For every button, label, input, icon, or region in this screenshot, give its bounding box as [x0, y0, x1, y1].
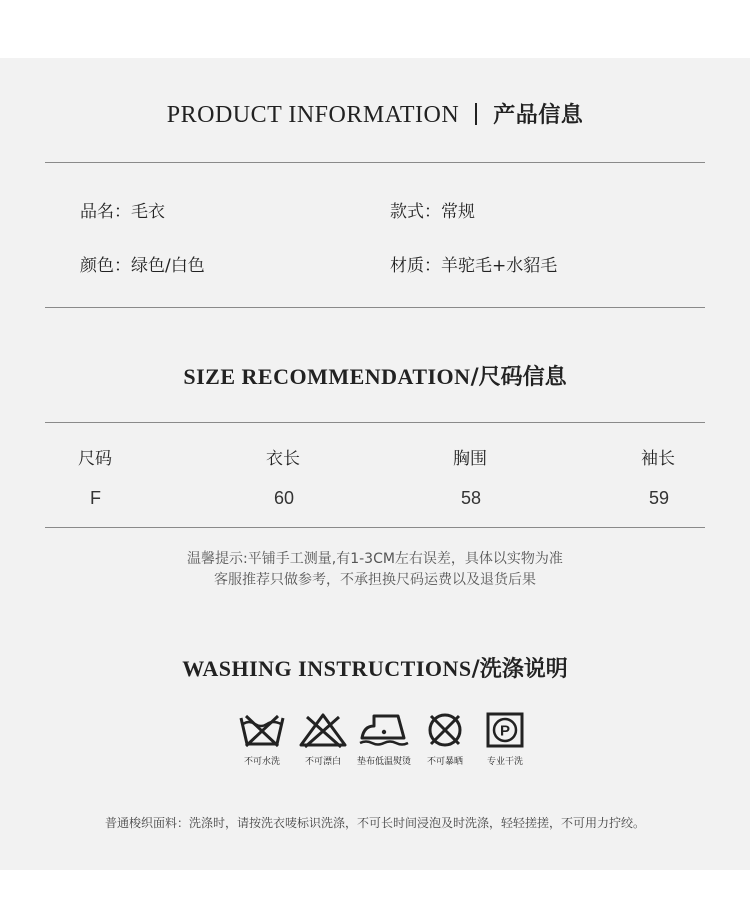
no-sun-dry-label: 不可暴晒 [426, 757, 463, 767]
no-water-wash-icon [238, 712, 286, 752]
no-sun-dry-icon [424, 712, 466, 752]
size-title [0, 360, 750, 391]
size-note-line1: 温馨提示:平铺手工测量,有1-3CM左右误差，具体以实物为准 [187, 551, 563, 567]
product-info-title [0, 98, 750, 129]
professional-dry-clean-icon [486, 712, 524, 752]
size-value-sleeve: 59 [649, 488, 670, 508]
size-header-sleeve: 袖长 [641, 449, 675, 469]
washing-title-cn: /洗涤说明 [471, 657, 568, 682]
no-bleach-label: 不可漂白 [304, 757, 341, 767]
title-separator [475, 103, 477, 125]
product-material: 材质：羊驼毛+水貂毛 [390, 256, 558, 276]
divider [45, 162, 705, 163]
washing-title [0, 652, 750, 683]
product-style: 款式：常规 [390, 202, 475, 222]
divider [45, 422, 705, 423]
size-header-chest: 胸围 [453, 449, 487, 469]
washing-footer-note: 普通梭织面料：洗涤时，请按洗衣唛标识洗涤，不可长时间浸泡及时洗涤，轻轻搓搓，不可用力拧绞。 [104, 816, 645, 830]
product-color: 颜色：绿色/白色 [80, 256, 205, 276]
size-title-cn: /尺码信息 [470, 365, 567, 390]
product-info-title-en: PRODUCT INFORMATION [166, 102, 460, 128]
divider [45, 307, 705, 308]
size-value-size: F [90, 488, 101, 508]
no-bleach-icon [298, 712, 348, 752]
size-header-length: 衣长 [266, 449, 300, 469]
svg-text:P: P [499, 722, 511, 740]
professional-dry-clean-label: 专业干洗 [486, 757, 523, 767]
size-title-en: SIZE RECOMMENDATION [183, 364, 471, 389]
no-water-wash-label: 不可水洗 [243, 757, 280, 767]
divider [45, 527, 705, 528]
low-temp-iron-label: 垫布低温熨烫 [356, 757, 411, 767]
size-value-length: 60 [274, 488, 295, 508]
product-name: 品名：毛衣 [80, 202, 165, 222]
size-header-size: 尺码 [78, 449, 112, 469]
low-temp-iron-icon [358, 712, 410, 752]
washing-title-en: WASHING INSTRUCTIONS [182, 656, 472, 681]
size-value-chest: 58 [461, 488, 482, 508]
size-note-line2: 客服推荐只做参考，不承担换尺码运费以及退货后果 [214, 572, 536, 588]
product-info-title-cn: 产品信息 [493, 103, 584, 128]
